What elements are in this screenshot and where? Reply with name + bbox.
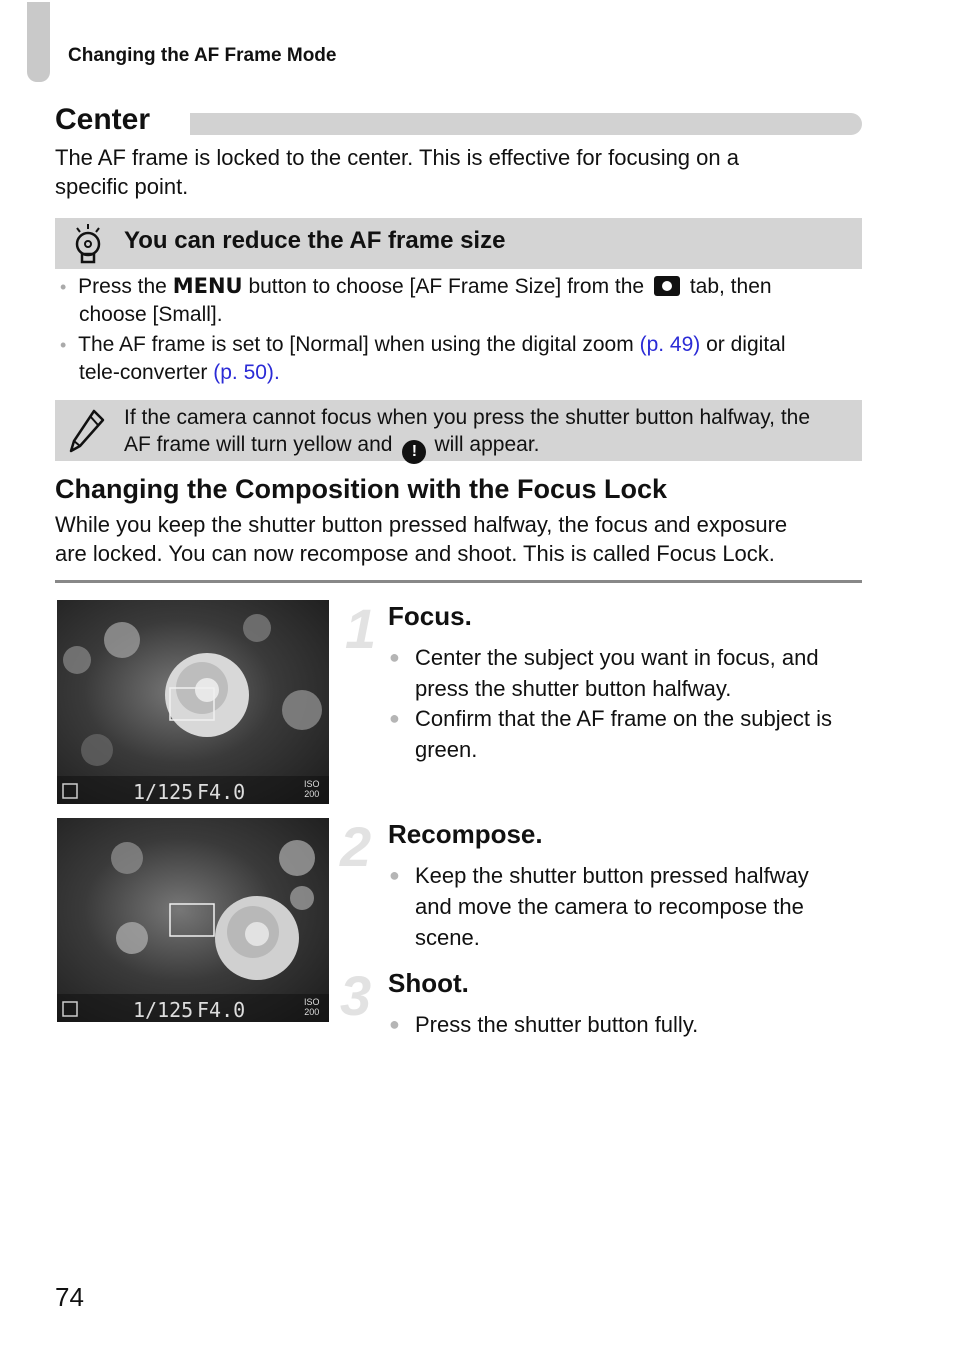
pencil-icon bbox=[68, 408, 106, 454]
circle-bullet: ● bbox=[389, 647, 400, 667]
tip-text: tab, then bbox=[689, 275, 772, 298]
step-title-shoot: Shoot. bbox=[388, 968, 469, 998]
step-number: 3 bbox=[340, 964, 372, 1027]
section-divider bbox=[55, 580, 862, 583]
aperture-readout: F4.0 bbox=[197, 998, 246, 1022]
step-item bbox=[389, 642, 819, 704]
step-item bbox=[389, 1009, 698, 1040]
step-number: 1 bbox=[345, 597, 377, 660]
step-item-line: green. bbox=[415, 737, 478, 762]
focus-lock-line: While you keep the shutter button pressed halfway, the focus and exposure bbox=[55, 512, 788, 537]
step-number: 2 bbox=[340, 815, 372, 878]
camera-tab-icon bbox=[654, 276, 680, 296]
camera-screen-focus bbox=[57, 600, 329, 804]
step-title-recompose: Recompose. bbox=[388, 819, 543, 849]
tip-text: The AF frame is set to [Normal] when using the digital zoom bbox=[78, 333, 634, 356]
tip-text: button to choose [AF Frame Size] from the bbox=[248, 275, 645, 298]
step-item bbox=[389, 703, 832, 765]
exclamation-icon: ! bbox=[402, 440, 426, 464]
iso-value: 200 bbox=[304, 1007, 320, 1017]
focus-lock-line: are locked. You can now recompose and shoot. This is called Focus Lock. bbox=[55, 541, 775, 566]
circle-bullet: ● bbox=[389, 865, 400, 885]
tip-text: . bbox=[273, 361, 280, 384]
note-line: If the camera cannot focus when you press the shutter button halfway, the bbox=[124, 406, 811, 429]
lightbulb-icon bbox=[72, 222, 104, 266]
center-body bbox=[55, 143, 739, 201]
step-item-line: Keep the shutter button pressed halfway bbox=[415, 863, 809, 888]
center-body-line: The AF frame is locked to the center. This is effective for focusing on a bbox=[55, 145, 739, 170]
note-line: will appear. bbox=[434, 433, 540, 456]
iso-readout bbox=[304, 779, 320, 799]
menu-button-icon: MENU bbox=[172, 274, 243, 298]
chapter-side-tab bbox=[27, 2, 50, 82]
bullet-glyph: • bbox=[60, 277, 67, 297]
section-heading-center: Center bbox=[55, 103, 151, 136]
tip-text: or digital bbox=[706, 333, 786, 356]
page-number: 74 bbox=[55, 1282, 84, 1312]
circle-bullet: ● bbox=[389, 708, 400, 728]
step-item-line: press the shutter button halfway. bbox=[415, 676, 732, 701]
tip-text: Press the bbox=[78, 275, 167, 298]
page-link-49[interactable]: (p. 49) bbox=[639, 333, 701, 356]
tip-title: You can reduce the AF frame size bbox=[124, 227, 506, 254]
bullet-glyph: • bbox=[60, 335, 67, 355]
step-item bbox=[389, 860, 809, 953]
section-heading-focus-lock: Changing the Composition with the Focus Lock bbox=[55, 474, 667, 504]
center-body-line: specific point. bbox=[55, 174, 189, 199]
camera-screen-recompose bbox=[57, 818, 329, 1022]
iso-readout bbox=[304, 997, 320, 1017]
step-item-line: Center the subject you want in focus, and bbox=[415, 645, 819, 670]
note-text bbox=[124, 404, 810, 464]
iso-label: ISO bbox=[304, 779, 320, 789]
tip-text: tele-converter bbox=[79, 361, 208, 384]
note-line: AF frame will turn yellow and bbox=[124, 433, 393, 456]
iso-label: ISO bbox=[304, 997, 320, 1007]
tip-bullet-1 bbox=[60, 272, 772, 329]
rose-photo bbox=[57, 600, 329, 804]
circle-bullet: ● bbox=[389, 1014, 400, 1034]
step-item-line: scene. bbox=[415, 925, 480, 950]
tip-text: choose [Small]. bbox=[79, 303, 223, 326]
step-item-line: Confirm that the AF frame on the subject is bbox=[415, 706, 832, 731]
iso-value: 200 bbox=[304, 789, 320, 799]
heading-bar bbox=[190, 113, 862, 135]
step-item-line: Press the shutter button fully. bbox=[415, 1012, 699, 1037]
rose-photo bbox=[57, 818, 329, 1022]
step-item-line: and move the camera to recompose the bbox=[415, 894, 804, 919]
focus-lock-body bbox=[55, 510, 787, 568]
shutter-readout: 1/125 bbox=[133, 780, 194, 804]
tip-bullet-2 bbox=[60, 331, 786, 387]
page-link-50[interactable]: (p. 50) bbox=[213, 361, 274, 384]
step-title-focus: Focus. bbox=[388, 601, 472, 631]
aperture-readout: F4.0 bbox=[197, 780, 246, 804]
shutter-readout: 1/125 bbox=[133, 998, 194, 1022]
running-head: Changing the AF Frame Mode bbox=[68, 45, 337, 66]
